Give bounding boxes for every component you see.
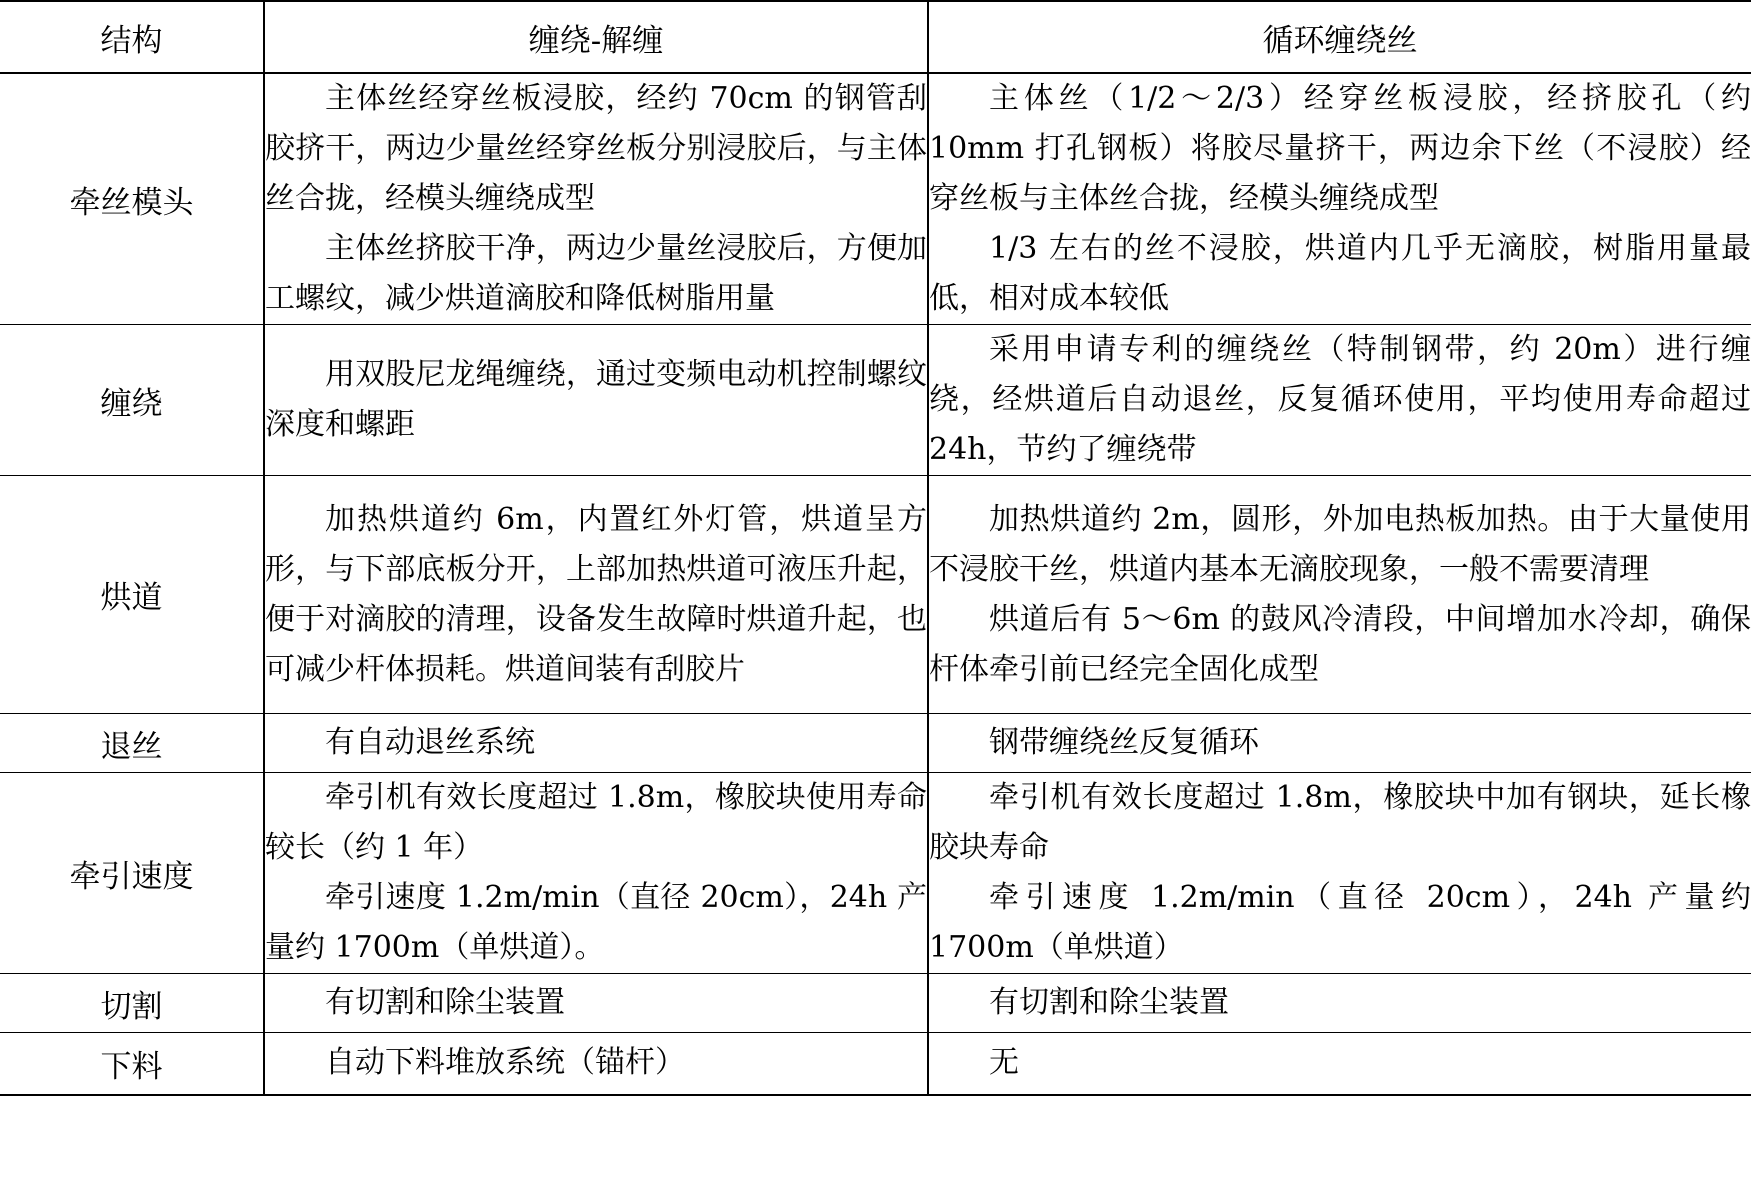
cell-wind-unwind	[264, 773, 928, 974]
paragraph: 自动下料堆放系统（锚杆）	[325, 1045, 685, 1081]
paragraph: 加热烘道约 2m，圆形，外加电热板加热。由于大量使用不浸胶干丝，烘道内基本无滴胶现象，一般不需要清理	[929, 501, 1751, 587]
cell-cyclic-wire	[928, 773, 1751, 974]
table-row	[0, 476, 1751, 714]
paragraph: 用双股尼龙绳缠绕，通过变频电动机控制螺纹深度和螺距	[265, 357, 927, 442]
paragraph: 牵引机有效长度超过 1.8m，橡胶块使用寿命较长（约 1 年）	[265, 780, 927, 865]
row-label: 烘道	[0, 476, 264, 714]
table-row	[0, 1033, 1751, 1095]
cell-cyclic-wire	[928, 325, 1751, 476]
table-row	[0, 714, 1751, 773]
paragraph: 主体丝经穿丝板浸胶，经约 70cm 的钢管刮胶挤干，两边少量丝经穿丝板分别浸胶后，与主体丝合拢，经模头缠绕成型	[265, 81, 927, 216]
row-label: 牵引速度	[0, 773, 264, 974]
table-row	[0, 773, 1751, 974]
paragraph: 有切割和除尘装置	[989, 985, 1229, 1020]
paragraph: 采用申请专利的缠绕丝（特制钢带，约 20m）进行缠绕，经烘道后自动退丝，反复循环使用，平均使用寿命超过 24h，节约了缠绕带	[929, 332, 1751, 467]
row-label: 缠绕	[0, 325, 264, 476]
cell-cyclic-wire	[928, 1033, 1751, 1095]
cell-wind-unwind	[264, 73, 928, 325]
cell-wind-unwind	[264, 476, 928, 714]
paragraph: 钢带缠绕丝反复循环	[989, 725, 1259, 760]
table-row	[0, 325, 1751, 476]
paragraph: 有自动退丝系统	[325, 725, 535, 760]
cell-wind-unwind	[264, 974, 928, 1033]
paragraph: 加热烘道约 6m，内置红外灯管，烘道呈方形，与下部底板分开，上部加热烘道可液压升起，便于对滴胶的清理，设备发生故障时烘道升起，也可减少杆体损耗。烘道间装有刮胶片	[265, 501, 927, 687]
cell-wind-unwind	[264, 325, 928, 476]
cell-wind-unwind	[264, 1033, 928, 1095]
row-label: 下料	[0, 1033, 264, 1095]
cell-wind-unwind	[264, 714, 928, 773]
header-wind-unwind: 缠绕-解缠	[264, 1, 928, 73]
paragraph: 无	[989, 1045, 1019, 1081]
table-row	[0, 974, 1751, 1033]
paragraph: 1/3 左右的丝不浸胶，烘道内几乎无滴胶，树脂用量最低，相对成本较低	[929, 231, 1751, 316]
row-label: 退丝	[0, 714, 264, 773]
paragraph: 牵引速度 1.2m/min（直径 20cm），24h 产量约 1700m（单烘道）。	[265, 880, 927, 965]
paragraph: 烘道后有 5～6m 的鼓风冷清段，中间增加水冷却，确保杆体牵引前已经完全固化成型	[929, 601, 1751, 687]
row-label: 牵丝模头	[0, 73, 264, 325]
header-cyclic-wire: 循环缠绕丝	[928, 1, 1751, 73]
row-label: 切割	[0, 974, 264, 1033]
cell-cyclic-wire	[928, 476, 1751, 714]
table-row	[0, 73, 1751, 325]
paragraph: 主体丝挤胶干净，两边少量丝浸胶后，方便加工螺纹，减少烘道滴胶和降低树脂用量	[265, 231, 927, 316]
cell-cyclic-wire	[928, 714, 1751, 773]
header-structure: 结构	[0, 1, 264, 73]
paragraph: 主体丝（1/2～2/3）经穿丝板浸胶，经挤胶孔（约 10mm 打孔钢板）将胶尽量挤干，两边余下丝（不浸胶）经穿丝板与主体丝合拢，经模头缠绕成型	[929, 81, 1751, 216]
header-row	[0, 1, 1751, 73]
paragraph: 有切割和除尘装置	[325, 985, 565, 1020]
paragraph: 牵引机有效长度超过 1.8m，橡胶块中加有钢块，延长橡胶块寿命	[929, 780, 1751, 865]
paragraph: 牵引速度 1.2m/min（直径 20cm），24h 产量约 1700m（单烘道）	[929, 880, 1751, 965]
cell-cyclic-wire	[928, 73, 1751, 325]
cell-cyclic-wire	[928, 974, 1751, 1033]
